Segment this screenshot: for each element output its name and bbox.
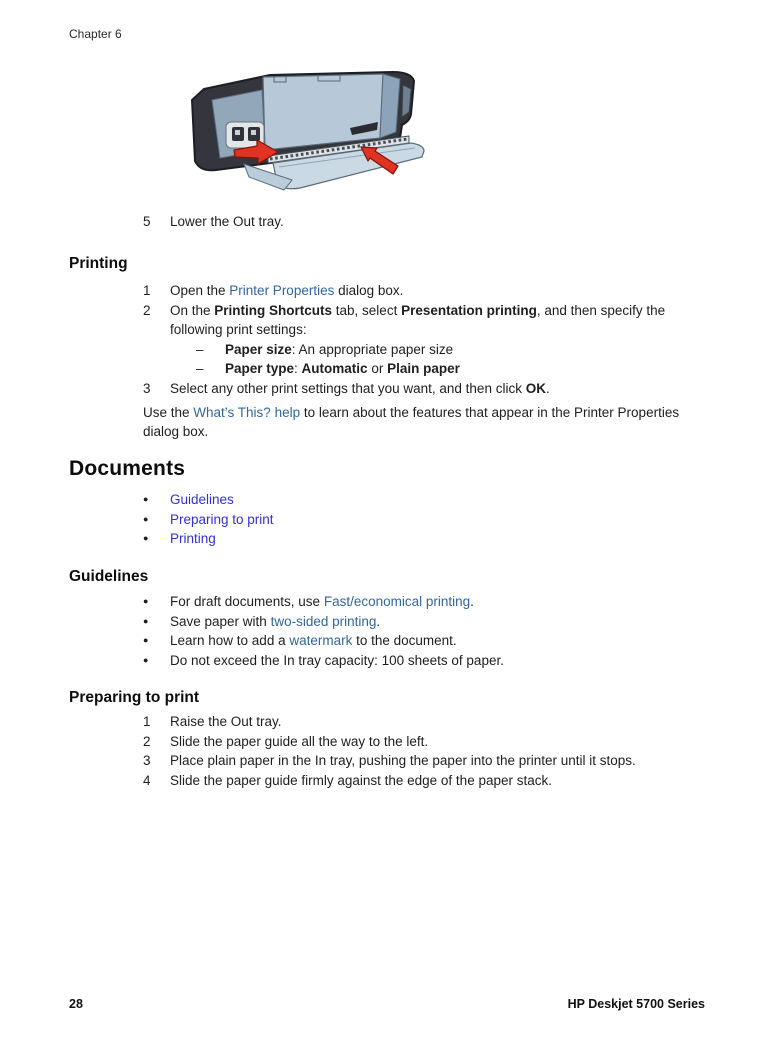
printer-illustration [178, 58, 428, 203]
text: : [294, 361, 302, 377]
step-text: Slide the paper guide firmly against the edge of the paper stack. [170, 772, 552, 788]
bullet-text [170, 612, 707, 632]
list-item [143, 379, 709, 399]
toc-link-guidelines[interactable]: Guidelines [170, 492, 234, 507]
list-item [143, 631, 709, 651]
list-item [143, 212, 709, 232]
page-title: Documents [69, 457, 186, 480]
footer-product-name: HP Deskjet 5700 Series [567, 997, 705, 1011]
bullet-icon: ● [143, 596, 149, 606]
footer-page-number: 28 [69, 997, 83, 1011]
text: to learn about the features that appear in the Printer Properties dialog box. [143, 404, 680, 440]
section-printing [69, 255, 709, 442]
text: Learn how to add a [170, 633, 290, 649]
list-item [143, 592, 709, 612]
bullet-text [170, 651, 707, 671]
step-number: 5 [143, 214, 151, 229]
toc-link-printing[interactable]: Printing [170, 531, 216, 547]
section-heading: Printing [69, 255, 128, 272]
sub-list-item [196, 359, 709, 379]
section-documents [69, 458, 709, 549]
step-text [170, 301, 707, 340]
list-item [143, 751, 709, 771]
step-number: 2 [143, 733, 151, 749]
text: . [470, 594, 474, 609]
step-text [170, 212, 707, 232]
toc-link-preparing-to-print[interactable]: Preparing to print [170, 511, 274, 527]
toc-item [143, 490, 709, 510]
text: . [545, 380, 550, 396]
bullet-text [170, 592, 707, 612]
step-text [170, 379, 707, 399]
step-number: 4 [143, 772, 151, 788]
step-number: 3 [143, 380, 151, 396]
list-item [143, 771, 709, 791]
inline-link[interactable]: Fast/economical printing [323, 594, 471, 609]
list-item [143, 301, 709, 340]
list-item [143, 651, 709, 671]
step-lower-out-tray [69, 212, 709, 232]
toc-item [143, 510, 709, 530]
bullet-icon: ● [143, 615, 149, 626]
help-note [143, 403, 683, 442]
bold-text: OK [525, 380, 546, 396]
inline-link[interactable]: watermark [289, 633, 353, 649]
step-text: Slide the paper guide all the way to the left. [170, 733, 429, 749]
bold-text: Automatic [301, 361, 368, 377]
text: Lower the Out tray. [170, 214, 284, 229]
list-item [143, 732, 709, 752]
step-number: 1 [143, 714, 151, 729]
inline-link[interactable]: What’s This? help [193, 404, 301, 420]
text: Use the [143, 404, 194, 420]
text: tab, select [332, 302, 402, 318]
bullet-icon: ● [143, 533, 149, 544]
step-text: Place plain paper in the In tray, pushing the paper into the printer until it stops. [170, 753, 636, 769]
sub-item-text [225, 340, 453, 360]
inline-link[interactable]: Printer Properties [229, 283, 335, 298]
section-preparing-to-print [69, 689, 709, 790]
bullet-text [170, 631, 707, 651]
text: For draft documents, use [170, 594, 324, 609]
dash-marker: – [196, 361, 204, 377]
step-text [170, 281, 707, 301]
text: or [367, 361, 388, 377]
bold-text: Plain paper [387, 361, 460, 377]
text: dialog box. [334, 283, 404, 298]
step-number: 3 [143, 753, 151, 769]
text: Select any other print settings that you want, and then click [170, 380, 526, 396]
printer-cover [263, 74, 383, 150]
bullet-icon: ● [143, 654, 149, 665]
toc-item [143, 529, 709, 549]
text: to the document. [352, 633, 457, 649]
sub-item-text [225, 359, 460, 379]
dash-marker: – [196, 341, 204, 357]
text: . [376, 613, 381, 629]
step-text: Raise the Out tray. [170, 714, 282, 729]
bold-text: Presentation printing [401, 302, 537, 318]
bold-text: Paper size [225, 341, 292, 357]
text: On the [170, 302, 215, 318]
text: Do not exceed the In tray capacity: 100 sheets of paper. [170, 652, 504, 668]
step-number: 1 [143, 283, 151, 298]
chapter-label: Chapter 6 [69, 27, 122, 41]
list-item [143, 712, 709, 732]
sub-list-item [196, 340, 709, 360]
step-number: 2 [143, 302, 151, 318]
bullet-icon: ● [143, 494, 149, 504]
bold-text: Paper type [225, 361, 295, 377]
section-guidelines [69, 568, 709, 670]
bullet-icon: ● [143, 635, 149, 646]
text: , and then specify the following print settings: [170, 302, 666, 338]
section-heading: Guidelines [69, 568, 149, 585]
list-item [143, 612, 709, 632]
bold-text: Printing Shortcuts [214, 302, 333, 318]
text: : An appropriate paper size [291, 341, 454, 357]
bullet-icon: ● [143, 513, 149, 524]
inline-link[interactable]: two-sided printing [270, 613, 377, 629]
text: Save paper with [170, 613, 271, 629]
list-item [143, 281, 709, 301]
text: Open the [170, 283, 230, 298]
section-heading: Preparing to print [69, 689, 200, 706]
